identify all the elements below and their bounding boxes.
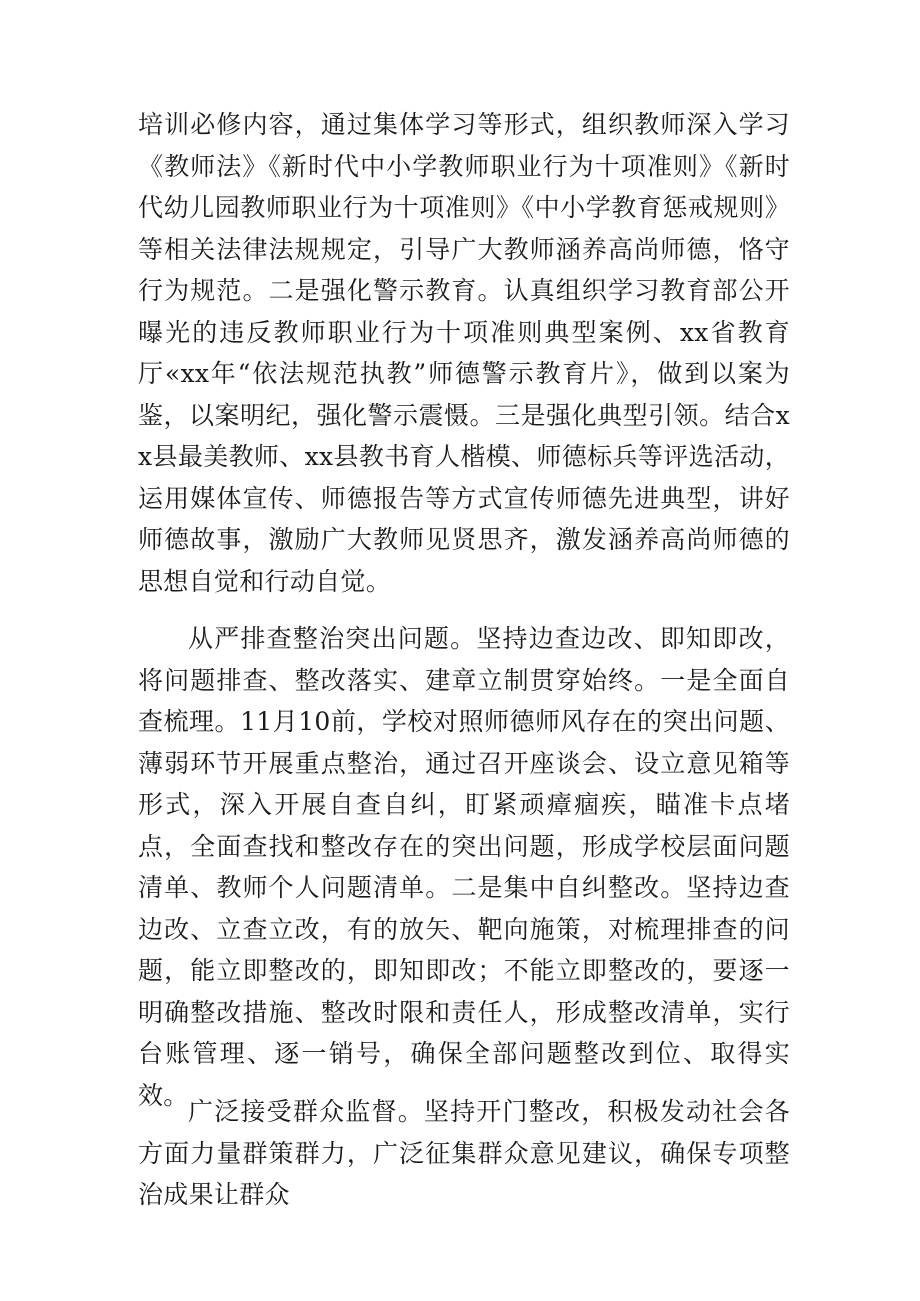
paragraph-problem-rectification: 从严排查整治突出问题。坚持边查边改、即知即改，将问题排查、整改落实、建章立制贯穿始终。一是全面自查梳理。11月10前，学校对照师德师风存在的突出问题、薄弱环节开展重点整治，通过召开座谈会、设立意见箱等形式，深入开展自查自纠，盯紧顽瘴痼疾，瞄准卡点堵点，全面查找和整改存在的突出问题，形成学校层面问题清单、教师个人问题清单。二是集中自纠整改。坚持边查边改、立查立改，有的放矢、靶向施策，对梳理排查的问题，能立即整改的，即知即改；不能立即整改的，要逐一明确整改措施、整改时限和责任人，形成整改清单，实行台账管理、逐一销号，确保全部问题整改到位、取得实效。: [138, 624, 790, 1110]
paragraph-public-supervision: 广泛接受群众监督。坚持开门整改，积极发动社会各方面力量群策群力，广泛征集群众意见建议，确保专项整治成果让群众: [138, 1097, 790, 1209]
paragraph-continuation: 培训必修内容，通过集体学习等形式，组织教师深入学习《教师法》《新时代中小学教师职业行为十项准则》《新时代幼儿园教师职业行为十项准则》《中小学教育惩戒规则》等相关法律法规规定，引导广大教师涵养高尚师德，恪守行为规范。二是强化警示教育。认真组织学习教育部公开曝光的违反教师职业行为十项准则典型案例、xx省教育厅«xx年“依法规范执教”师德警示教育片》，做到以案为鉴，以案明纪，强化警示震慑。三是强化典型引领。结合xx县最美教师、xx县教书育人楷模、师德标兵等评选活动，运用媒体宣传、师德报告等方式宣传师德先进典型，讲好师德故事，激励广大教师见贤思齐，激发涵养高尚师德的思想自觉和行动自觉。: [138, 110, 790, 596]
